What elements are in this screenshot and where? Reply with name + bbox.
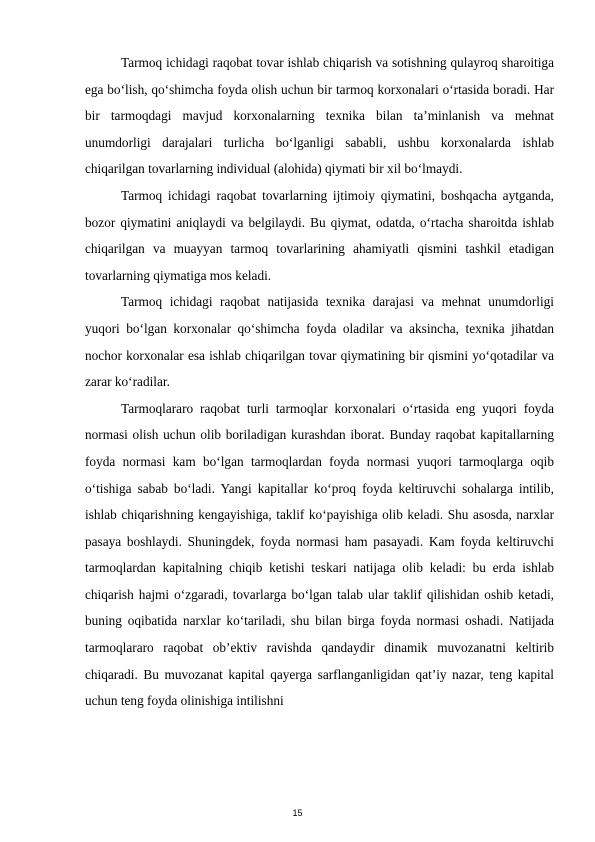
document-body [85, 50, 554, 715]
paragraph-inter-industry-competition: Tarmoqlararo raqobat turli tarmoqlar korxonalari o‘rtasida eng yuqori foyda normasi olish uchun olib boriladigan kurashdan iborat. Bunday raqobat kapitallarning foyda normasi kam bo‘lgan tarmoqlardan foyda normasi yuqori tarmoqlarga oqib o‘tishiga sabab bo‘ladi. Yangi kapitallar ko‘proq foyda keltiruvchi sohalarga intilib, ishlab chiqarishning kengayishiga, taklif ko‘payishiga olib keladi. Shu asosda, narxlar pasaya boshlaydi. Shuningdek, foyda normasi ham pasayadi. Kam foyda keltiruvchi tarmoqlardan kapitalning chiqib ketishi teskari natijaga olib keladi: bu erda ishlab chiqarish hajmi o‘zgaradi, tovarlarga bo‘lgan talab ular taklif qilishidan oshib ketadi, buning oqibatida narxlar ko‘tariladi, shu bilan birga foyda normasi oshadi. Natijada tarmoqlararo raqobat ob’ektiv ravishda qandaydir dinamik muvozanatni keltirib chiqaradi. Bu muvozanat kapital qayerga sarflanganligidan qat’iy nazar, teng kapital uchun teng foyda olinishiga intilishni [85, 400, 554, 709]
page-number: 15 [292, 808, 303, 818]
paragraph-productivity-outcome: Tarmoq ichidagi raqobat natijasida texnika darajasi va mehnat unumdorligi yuqori bo‘lgan korxonalar qo‘shimcha foyda oladilar va aksincha, texnika jihatdan nochor korxonalar esa ishlab chiqarilgan tovar qiymatining bir qismini yo‘qotadilar va zarar ko‘radilar. [85, 294, 554, 390]
paragraph-intra-industry-competition: Tarmoq ichidagi raqobat tovar ishlab chiqarish va sotishning qulayroq sharoitiga ega bo‘lish, qo‘shimcha foyda olish uchun bir tarmoq korxonalari o‘rtasida boradi. Har bir tarmoqdagi mavjud korxonalarning texnika bilan ta’minlanish va mehnat unumdorligi darajalari turlicha bo‘lganligi sababli, ushbu korxonalarda ishlab chiqarilgan tovarlarning individual (alohida) qiymati bir xil bo‘lmaydi. [85, 55, 554, 177]
paragraph-social-value: Tarmoq ichidagi raqobat tovarlarning ijtimoiy qiymatini, boshqacha aytganda, bozor qiymatini aniqlaydi va belgilaydi. Bu qiymat, odatda, o‘rtacha sharoitda ishlab chiqarilgan va muayyan tarmoq tovarlarining ahamiyatli qismini tashkil etadigan tovarlarning qiymatiga mos keladi. [85, 187, 554, 283]
